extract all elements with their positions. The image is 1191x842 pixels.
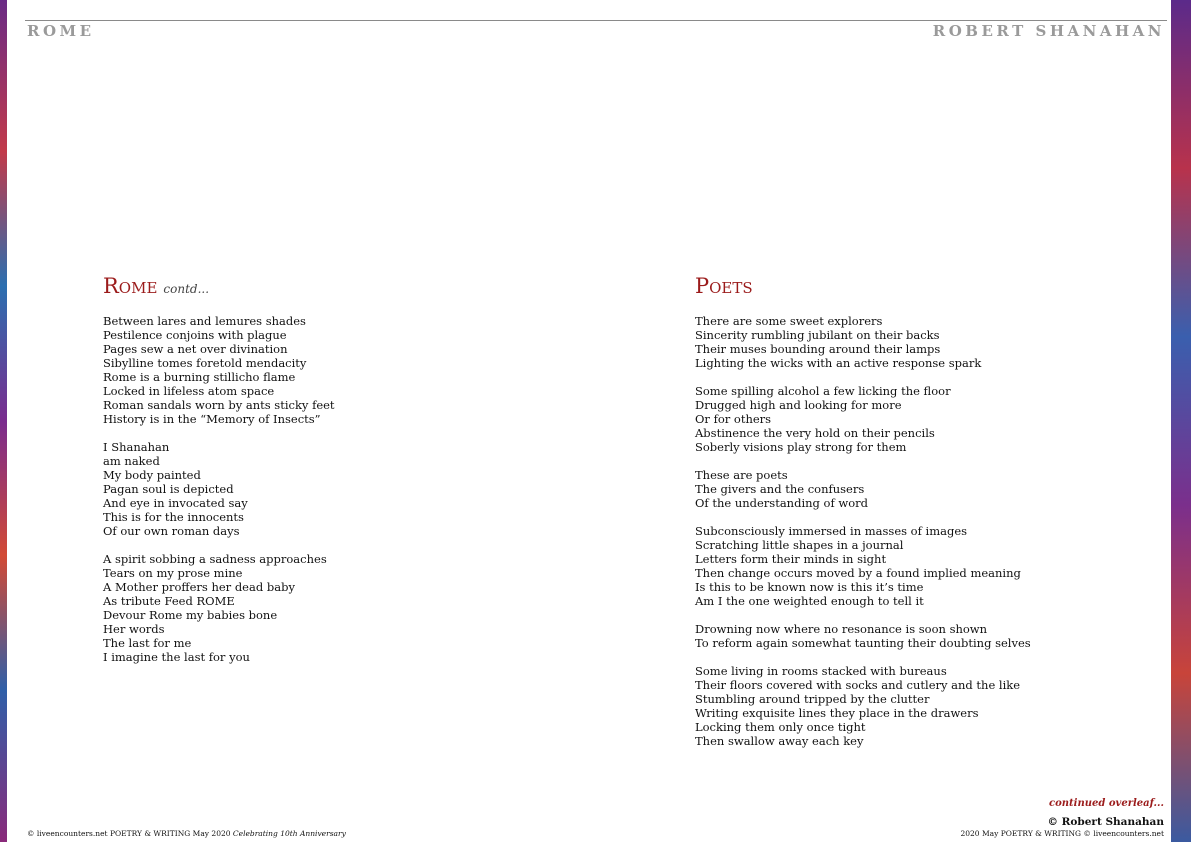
poem-line: Between lares and lemures shades <box>103 314 306 328</box>
poem-line: The last for me <box>103 636 192 650</box>
poem-line: Rome is a burning stillicho flame <box>103 370 296 384</box>
poem-line: Scratching little shapes in a journal <box>695 538 904 552</box>
poem-line: Soberly visions play strong for them <box>695 440 907 454</box>
poem-title-text: Rome <box>103 274 158 298</box>
stanza <box>103 440 583 538</box>
poem-line: Of the understanding of word <box>695 496 869 510</box>
poem-line: Roman sandals worn by ants sticky feet <box>103 398 335 412</box>
poem-line: Lighting the wicks with an active response spark <box>695 356 982 370</box>
poem-line: There are some sweet explorers <box>695 314 883 328</box>
continued-overleaf: continued overleaf... <box>1049 798 1164 809</box>
poem-line: A spirit sobbing a sadness approaches <box>103 552 327 566</box>
stanza <box>695 622 1145 650</box>
poem-line: Their muses bounding around their lamps <box>695 342 941 356</box>
poem-line: Pages sew a net over divination <box>103 342 288 356</box>
poem-line: These are poets <box>695 468 788 482</box>
left-decorative-edge <box>0 0 7 842</box>
poem-title-poets: Poets <box>695 274 753 298</box>
footer-right: 2020 May POETRY & WRITING © liveencounters.net <box>960 829 1164 838</box>
poem-line: Am I the one weighted enough to tell it <box>695 594 924 608</box>
poem-line: Then swallow away each key <box>695 734 864 748</box>
poem-line: The givers and the confusers <box>695 482 865 496</box>
contd-label: contd... <box>163 282 210 296</box>
header-rule <box>25 20 1167 21</box>
stanza <box>695 664 1145 748</box>
poem-line: And eye in invocated say <box>103 496 248 510</box>
poem-line: Abstinence the very hold on their pencils <box>695 426 935 440</box>
poem-line: Then change occurs moved by a found implied meaning <box>695 566 1021 580</box>
poem-line: Writing exquisite lines they place in the drawers <box>695 706 979 720</box>
poem-line: A Mother proffers her dead baby <box>103 580 295 594</box>
stanza <box>695 384 1145 454</box>
poem-line: I imagine the last for you <box>103 650 250 664</box>
poem-line: Tears on my prose mine <box>103 566 243 580</box>
right-poem-body <box>695 314 1145 748</box>
poem-line: My body painted <box>103 468 201 482</box>
footer-left-italic: Celebrating 10th Anniversary <box>232 829 346 838</box>
footer-left-text: © liveencounters.net POETRY & WRITING May 2020 <box>27 829 233 838</box>
poem-line: I Shanahan <box>103 440 170 454</box>
stanza <box>695 524 1145 608</box>
poem-line: Drowning now where no resonance is soon shown <box>695 622 988 636</box>
poem-line: Letters form their minds in sight <box>695 552 887 566</box>
poem-line: Subconsciously immersed in masses of images <box>695 524 968 538</box>
right-decorative-edge <box>1171 0 1191 842</box>
poem-line: History is in the “Memory of Insects” <box>103 412 321 426</box>
poem-line: Of our own roman days <box>103 524 240 538</box>
stanza <box>103 552 583 664</box>
stanza <box>695 314 1145 370</box>
poem-line: To reform again somewhat taunting their doubting selves <box>695 636 1031 650</box>
poem-line: Some living in rooms stacked with bureaus <box>695 664 947 678</box>
poem-line: Or for others <box>695 412 772 426</box>
left-column <box>103 272 583 678</box>
poem-line: Locking them only once tight <box>695 720 866 734</box>
copyright-author: © Robert Shanahan <box>1047 816 1164 828</box>
poem-line: Devour Rome my babies bone <box>103 608 278 622</box>
poem-line: Pagan soul is depicted <box>103 482 234 496</box>
poem-line: am naked <box>103 454 160 468</box>
stanza <box>695 468 1145 510</box>
poem-title-rome <box>103 272 583 300</box>
running-head-left: ROME <box>27 22 95 40</box>
poem-line: Drugged high and looking for more <box>695 398 902 412</box>
poem-line: Is this to be known now is this it’s time <box>695 580 924 594</box>
right-column <box>695 272 1145 762</box>
poem-line: Her words <box>103 622 165 636</box>
poem-line: Stumbling around tripped by the clutter <box>695 692 930 706</box>
poem-line: Some spilling alcohol a few licking the floor <box>695 384 951 398</box>
poem-line: This is for the innocents <box>103 510 244 524</box>
poem-line: Pestilence conjoins with plague <box>103 328 287 342</box>
left-poem-body <box>103 314 583 664</box>
stanza <box>103 314 583 426</box>
poem-line: Their floors covered with socks and cutlery and the like <box>695 678 1021 692</box>
poem-line: Locked in lifeless atom space <box>103 384 275 398</box>
poem-line: As tribute Feed ROME <box>103 594 235 608</box>
footer-left <box>27 829 346 838</box>
poem-line: Sincerity rumbling jubilant on their backs <box>695 328 940 342</box>
poem-line: Sibylline tomes foretold mendacity <box>103 356 307 370</box>
running-head-right: ROBERT SHANAHAN <box>932 22 1165 40</box>
